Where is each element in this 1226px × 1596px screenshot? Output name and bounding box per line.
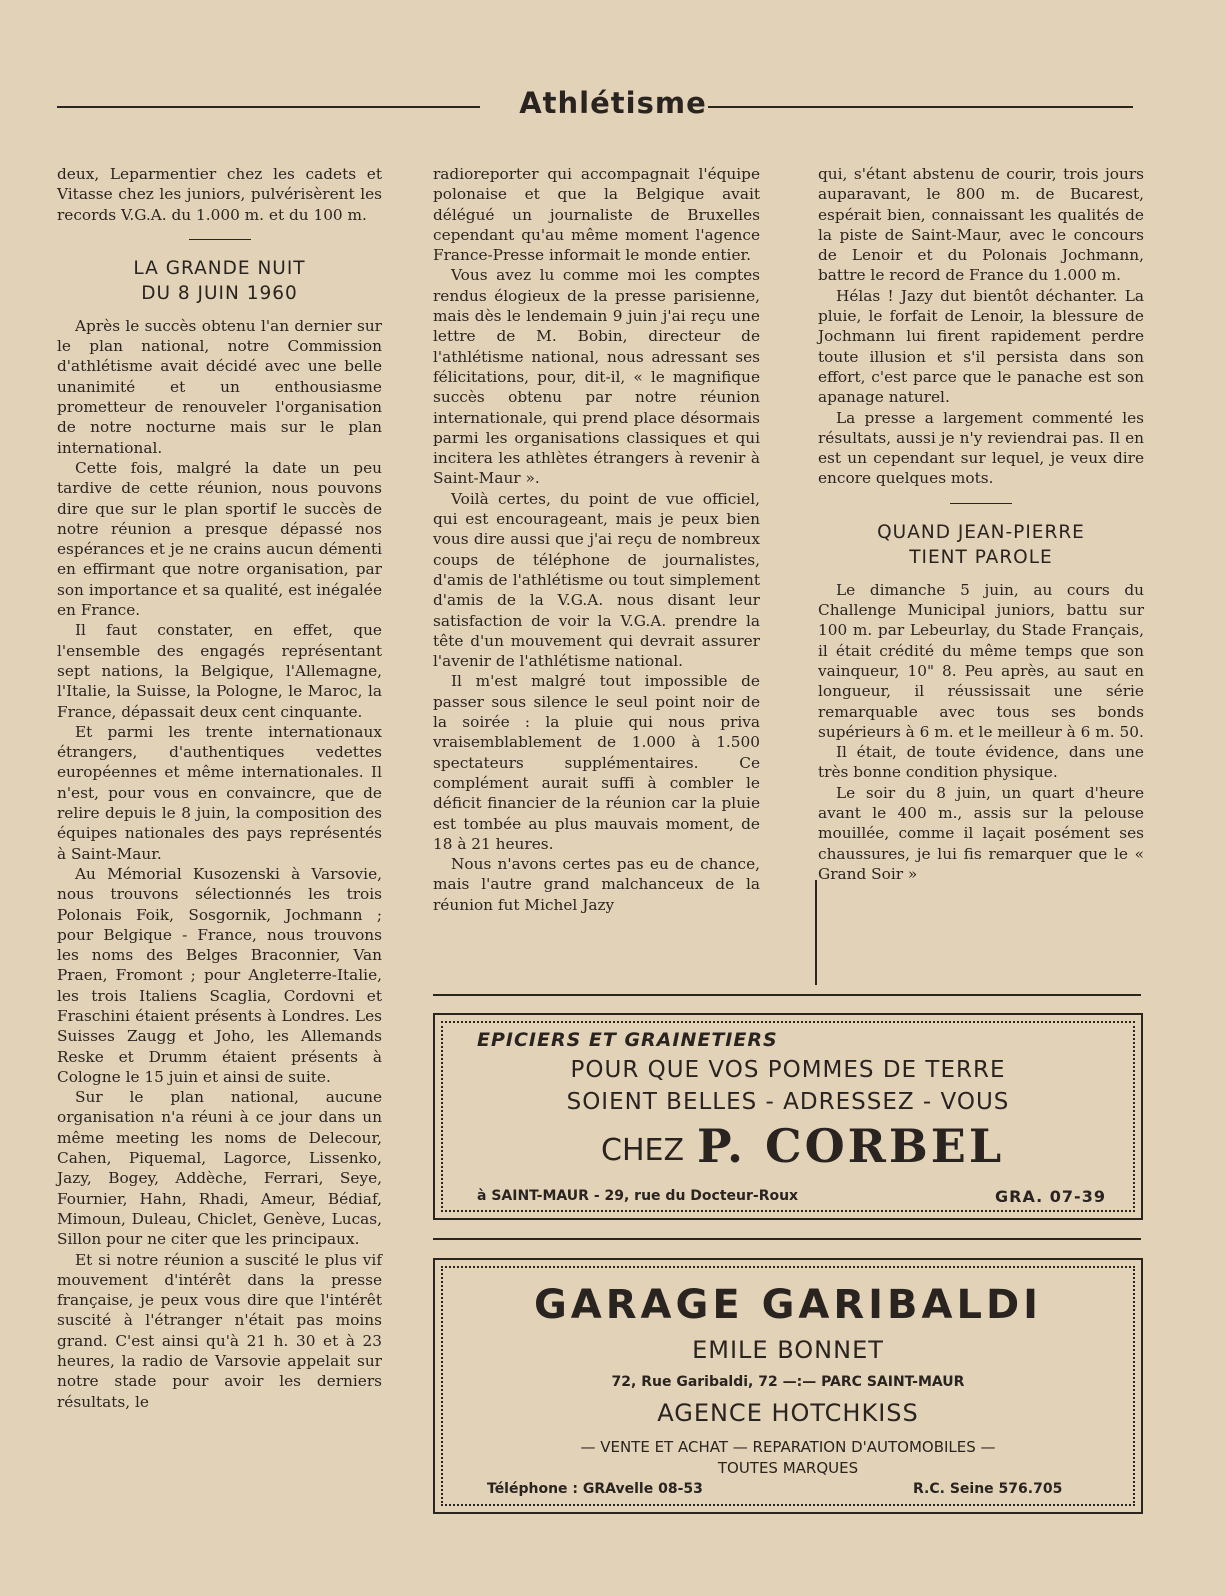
article-paragraph: Voilà certes, du point de vue officiel, qui est encourageant, mais je peux bien vous dire aussi que j'ai reçu de nombreux coups de téléphone de journalistes, d'amis de l'athlétisme ou tout simplement d'amis de la V.G.A. nous disant leur satisfaction de voir la V.G.A. prendre la tête d'un mouvement qui devrait assurer l'avenir de l'athlétisme national. [433,489,760,671]
heading-line: QUAND JEAN-PIERRE [877,521,1085,543]
article-paragraph: Le soir du 8 juin, un quart d'heure avant le 400 m., assis sur la pelouse mouillée, comme il laçait posément ses chaussures, je lui fis remarquer que le « Grand Soir » [818,783,1144,883]
garage-agency: AGENCE HOTCHKISS [657,1399,919,1427]
article-paragraph: Sur le plan national, aucune organisation n'a réuni à ce jour dans un même meeting les noms de Delecour, Cahen, Piquemal, Lagorce, Lissenko, Jazy, Bogey, Addèche, Ferrari, Seye, Fournier, Hahn, Rhadi, Ameur, Bédiaf, Mimoun, Duleau, Chiclet, Genève, Lucas, Sillon pour ne citer que les principaux. [57,1088,382,1249]
ads-middle-rule [433,1238,1141,1240]
heading-line: TIENT PAROLE [909,546,1053,568]
article-paragraph: Nous n'avons certes pas eu de chance, mais l'autre grand malchanceux de la réunion fut Michel Jazy [433,855,760,914]
section-separator [189,239,251,240]
article-paragraph: La presse a largement commenté les résultats, aussi je n'y reviendrai pas. Il en est un cependant sur lequel, je veux dire encore quelques mots. [818,408,1144,488]
garage-phone: Téléphone : GRAvelle 08-53 [487,1481,703,1497]
article-paragraph: Cette fois, malgré la date un peu tardive de cette réunion, nous pouvons dire que sur le plan sportif le succès de notre réunion a presque dépassé nos espérances et je ne crains aucun démenti en effirmant que notre organisation, par son importance et sa qualité, est inégalée en France. [57,458,382,620]
heading-line: DU 8 JUIN 1960 [141,282,298,304]
article-paragraph: Après le succès obtenu l'an dernier sur le plan national, notre Commission d'athlétisme avait décidé avec une belle unanimité et un enthousiasme prometteur de renouveler l'organisation de notre nocturne mais sur le plan international. [57,316,382,457]
article-paragraph: Il m'est malgré tout impossible de passer sous silence le seul point noir de la soirée : la pluie qui nous priva vraisemblablement de 1.000 à 1.500 spectateurs supplémentaires. Ce complément aurait suffi à combler le déficit financier de la réunion car la pluie est tombée au plus mauvais moment, de 18 à 21 heures. [433,672,760,853]
column-1 [57,164,382,1412]
garage-title: GARAGE GARIBALDI [533,1282,1043,1328]
article-paragraph: Hélas ! Jazy dut bientôt déchanter. La pluie, le forfait de Lenoir, la blessure de Jochmann lui firent rapidement perdre toute illusion et s'il persista dans son effort, c'est parce que le panache est son apanage naturel. [818,286,1144,407]
ad-address: à SAINT-MAUR - 29, rue du Docteur-Roux [477,1188,799,1204]
garage-brands: TOUTES MARQUES [717,1459,859,1477]
corbel-advertisement [433,1013,1143,1220]
section-title: Athlétisme [519,86,707,120]
ad-shop-name: P. CORBEL [697,1119,1005,1173]
garage-services: — VENTE ET ACHAT — REPARATION D'AUTOMOBILES — [580,1438,996,1456]
garage-advertisement [433,1258,1143,1514]
garage-owner: EMILE BONNET [692,1336,884,1364]
article-paragraph: Il faut constater, en effet, que l'ensemble des engagés représentant sept nations, la Belgique, l'Allemagne, l'Italie, la Suisse, la Pologne, le Maroc, la France, dépassait deux cent cinquante. [57,621,382,721]
column-3 [818,164,1144,884]
article-paragraph: Et parmi les trente internationaux étrangers, d'authentiques vedettes européennes et même internationales. Il n'est, pour vous en convaincre, que de relire depuis le 8 juin, la composition des équipes nationales des pays représentés à Saint-Maur. [57,722,382,863]
heading-line: LA GRANDE NUIT [133,257,306,279]
ad-slogan-line: SOIENT BELLES - ADRESSEZ - VOUS [566,1089,1010,1115]
article-paragraph: qui, s'étant abstenu de courir, trois jours auparavant, le 800 m. de Bucarest, espérait bien, connaissant les qualités de la piste de Saint-Maur, avec le concours de Lenoir et du Polonais Jochmann, battre le record de France du 1.000 m. [818,165,1144,285]
column-2 [433,164,760,915]
ad-chez: CHEZ [601,1133,685,1168]
ads-top-rule [433,994,1141,996]
article-paragraph: Le dimanche 5 juin, au cours du Challenge Municipal juniors, battu sur 100 m. par Lebeurlay, du Stade Français, il était crédité du même temps que son vainqueur, 10" 8. Peu après, au saut en longueur, il réussissait une série remarquable avec tous ses bonds supérieurs à 6 m. et le meilleur à 6 m. 50. [818,580,1144,741]
column-bar [815,880,817,985]
article-heading [818,520,1144,570]
article-paragraph: deux, Leparmentier chez les cadets et Vitasse chez les juniors, pulvérisèrent les records V.G.A. du 1.000 m. et du 100 m. [57,165,382,224]
article-paragraph: Au Mémorial Kusozenski à Varsovie, nous trouvons sélectionnés les trois Polonais Foik, Sosgornik, Jochmann ; pour Belgique - France, nous trouvons les noms des Belges Braconnier, Van Praen, Fromont ; pour Angleterre-Italie, les trois Italiens Scaglia, Cordovni et Fraschini étaient présents à Londres. Les Suisses Zaugg et Joho, les Allemands Reske et Drumm étaient présents à Cologne le 15 juin et ainsi de suite. [57,864,382,1086]
article-paragraph: Vous avez lu comme moi les comptes rendus élogieux de la presse parisienne, mais dès le lendemain 9 juin j'ai reçu une lettre de M. Bobin, directeur de l'athlétisme national, nous adressant ses félicitations, pour, dit-il, « le magnifique succès obtenu par notre réunion internationale, qui prend place désormais parmi les organisations classiques et qui incitera les athlètes étrangers à revenir à Saint-Maur ». [433,266,760,488]
article-heading [57,256,382,306]
garage-address: 72, Rue Garibaldi, 72 —:— PARC SAINT-MAUR [611,1374,965,1390]
article-paragraph: Il était, de toute évidence, dans une très bonne condition physique. [818,743,1144,782]
garage-rc-number: R.C. Seine 576.705 [913,1481,1063,1497]
ad-tagline: EPICIERS ET GRAINETIERS [477,1029,778,1051]
header-rule-right [708,106,1133,108]
section-separator [950,503,1012,504]
article-paragraph: radioreporter qui accompagnait l'équipe polonaise et que la Belgique avait délégué un journaliste de Bruxelles cependant qu'au même moment l'agence France-Presse informait le monde entier. [433,165,760,265]
ad-slogan-line: POUR QUE VOS POMMES DE TERRE [570,1057,1006,1083]
ad-phone: GRA. 07-39 [995,1187,1106,1206]
article-paragraph: Et si notre réunion a suscité le plus vif mouvement d'intérêt dans la presse française, je peux vous dire que l'intérêt suscité à l'étranger n'était pas moins grand. C'est ainsi qu'à 21 h. 30 et à 23 heures, la radio de Varsovie appelait sur notre stade pour avoir les derniers résultats, le [57,1250,382,1411]
